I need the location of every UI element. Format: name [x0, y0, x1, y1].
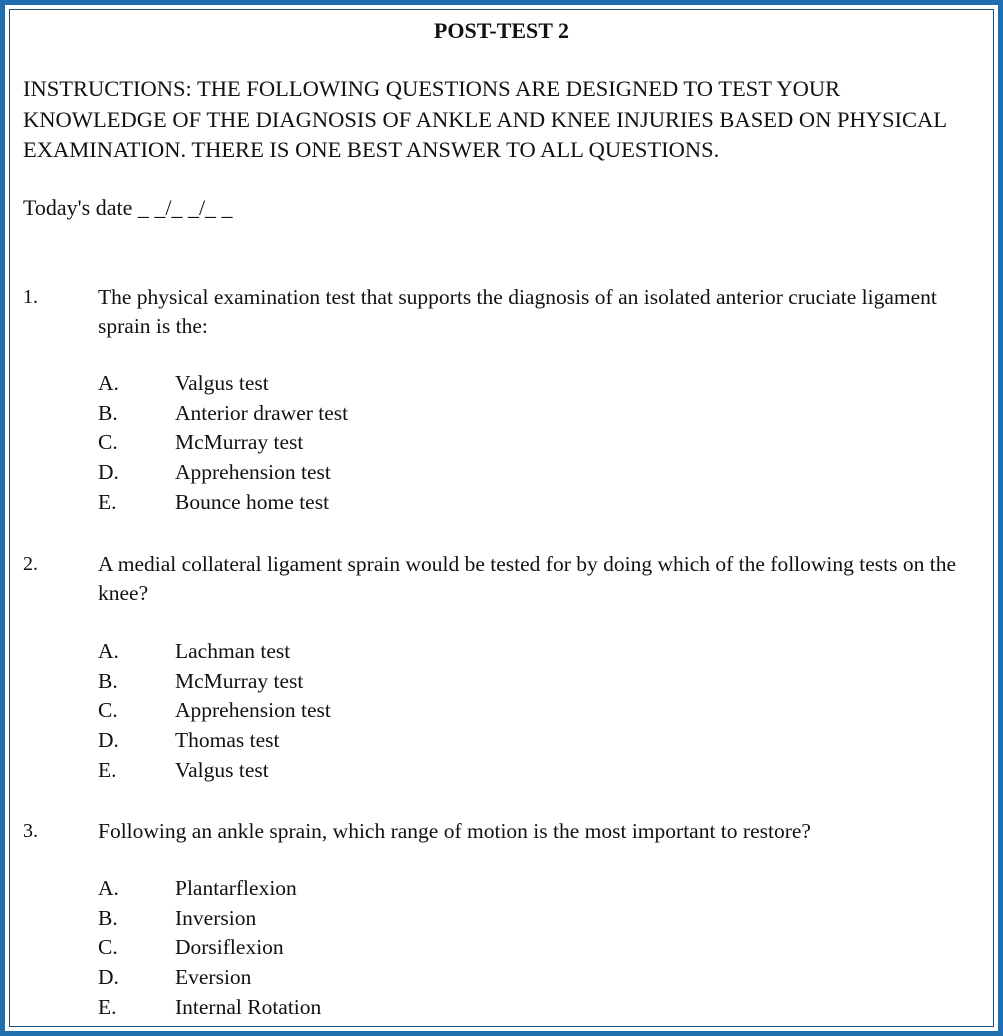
option-letter: E. [98, 757, 117, 782]
option-letter: C. [98, 935, 118, 960]
option-text: Anterior drawer test [175, 400, 349, 425]
option-text: Plantarflexion [175, 876, 297, 900]
question-text: The physical examination test that supports the diagnosis of an isolated anterior cruciate ligament sprain is the: [98, 285, 937, 338]
option-letter: D. [98, 728, 119, 753]
option-letter: D. [98, 460, 119, 485]
option-letter: D. [98, 965, 119, 990]
option-text: Inversion [175, 905, 257, 930]
option-text: Apprehension test [175, 460, 331, 485]
todays-date-field: Today's date _ _/_ _/_ _ [23, 195, 233, 220]
instructions-paragraph: INSTRUCTIONS: THE FOLLOWING QUESTIONS ARE DESIGNED TO TEST YOUR KNOWLEDGE OF THE DIAGNOSIS OF ANKLE AND KNEE INJURIES BASED ON PHYSICAL EXAMINATION. THERE IS ONE BEST ANSWER TO ALL QUESTIONS. [23, 76, 947, 162]
option-letter: B. [98, 400, 118, 425]
question-number: 2. [23, 553, 38, 575]
option-text: Lachman test [175, 639, 291, 663]
option-text: Internal Rotation [175, 994, 322, 1019]
option-text: Bounce home test [175, 489, 330, 514]
option-text: Dorsiflexion [175, 935, 284, 960]
option-text: McMurray test [175, 430, 304, 455]
option-text: Apprehension test [175, 698, 331, 723]
question-text: A medial collateral ligament sprain would be tested for by doing which of the following tests on the knee? [98, 552, 957, 605]
option-text: Eversion [175, 965, 252, 990]
option-text: McMurray test [175, 668, 304, 693]
option-letter: E. [98, 994, 117, 1019]
question-number: 3. [23, 820, 38, 842]
question-text: Following an ankle sprain, which range of motion is the most important to restore? [98, 819, 811, 843]
option-letter: A. [98, 876, 119, 900]
option-letter: C. [98, 698, 118, 723]
option-text: Valgus test [175, 371, 269, 395]
option-letter: A. [98, 371, 119, 395]
option-text: Thomas test [175, 728, 280, 753]
question-number: 1. [23, 286, 38, 308]
page-title: POST-TEST 2 [433, 18, 570, 43]
option-letter: E. [98, 489, 117, 514]
option-letter: B. [98, 668, 118, 693]
option-letter: A. [98, 639, 119, 663]
option-text: Valgus test [175, 757, 269, 782]
option-letter: C. [98, 430, 118, 455]
option-letter: B. [98, 905, 118, 930]
